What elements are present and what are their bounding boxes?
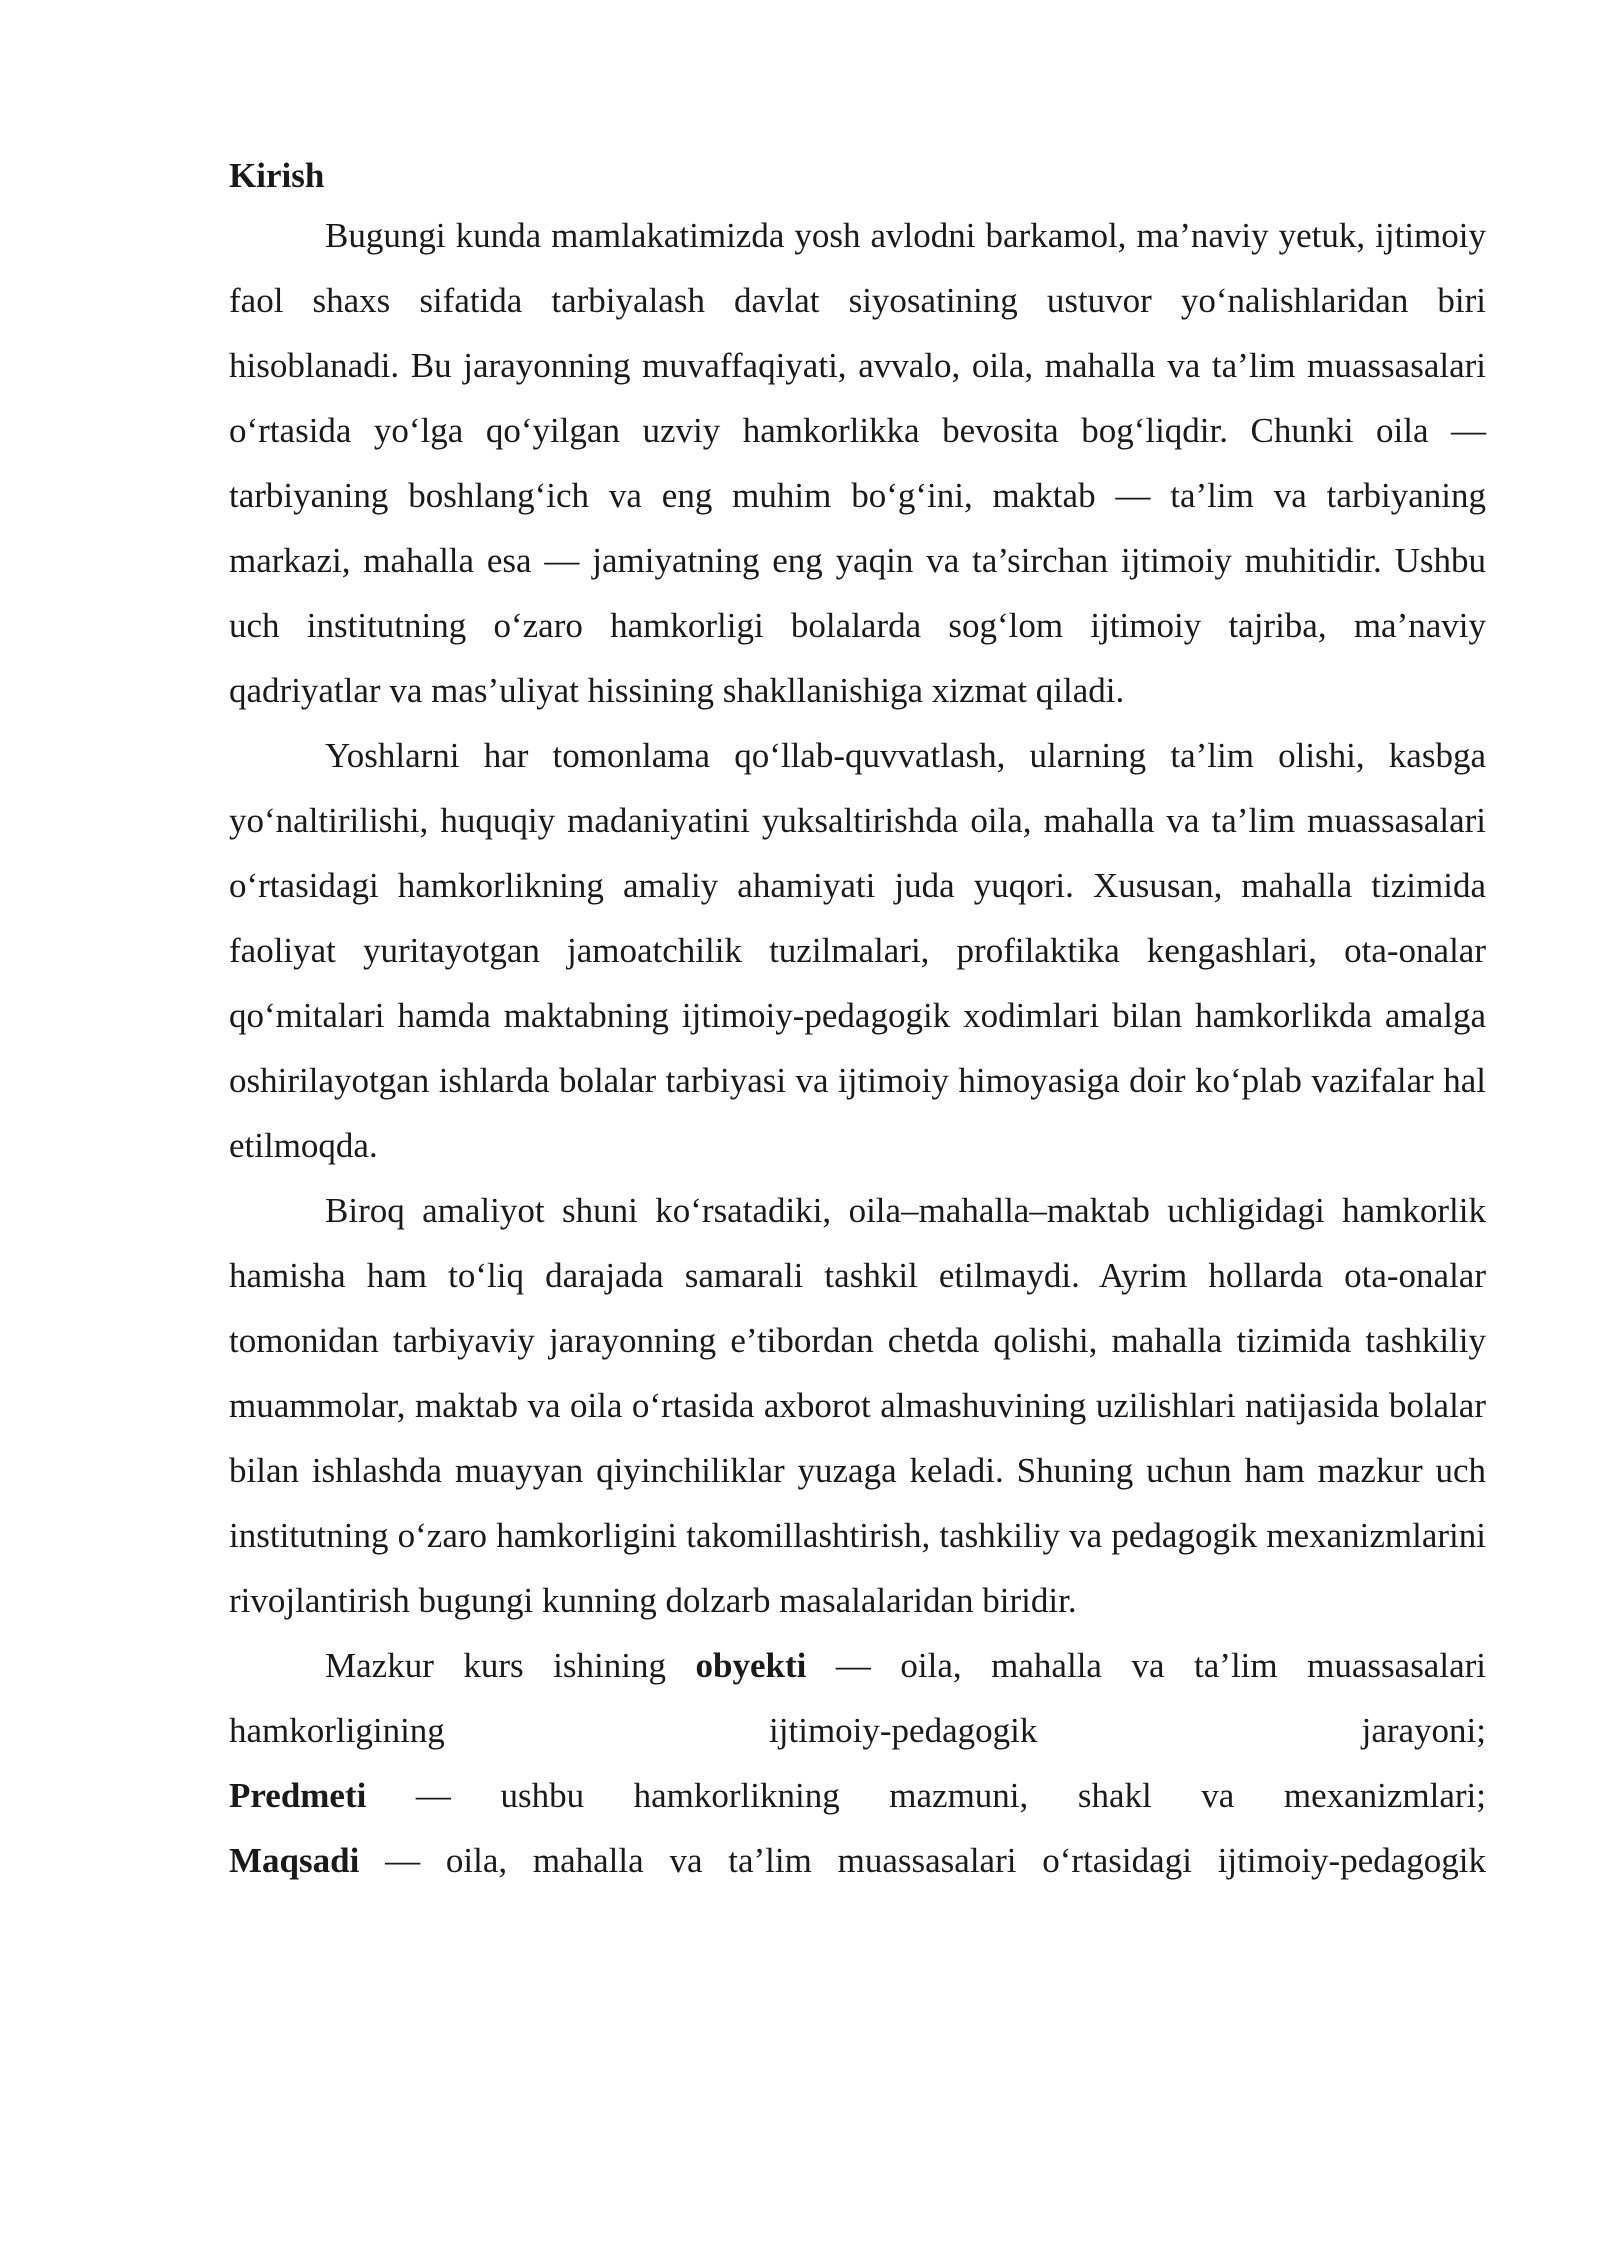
subject-term: Predmeti (229, 1776, 367, 1815)
goal-term: Maqsadi (229, 1841, 360, 1880)
paragraph-2: Yoshlarni har tomonlama qo‘llab-quvvatlash, ularning ta’lim olishi, kasbga yo‘naltirilishi, huquqiy madaniyatini yuksaltirishda oila, mahalla va ta’lim muassasalari o‘rtasidagi hamkorlikning amaliy ahamiyati juda yuqori. Xususan, mahalla tizimida faoliyat yuritayotgan jamoatchilik tuzilmalari, profilaktika kengashlari, ota-onalar qo‘mitalari hamda maktabning ijtimoiy-pedagogik xodimlari bilan hamkorlikda amalga oshirilayotgan ishlarda bolalar tarbiyasi va ijtimoiy himoyasiga doir ko‘plab vazifalar hal etilmoqda. (229, 736, 1486, 1165)
paragraph-4-line-3 (229, 1763, 1486, 1828)
section-heading: Kirish (229, 156, 325, 195)
document-page (229, 148, 1486, 1893)
object-term: obyekti (695, 1646, 807, 1685)
object-intro: Mazkur kurs ishining (325, 1646, 696, 1685)
paragraph-4 (229, 1633, 1486, 1893)
paragraph-3: Biroq amaliyot shuni ko‘rsatadiki, oila–mahalla–maktab uchligidagi hamkorlik hamisha ham to‘liq darajada samarali tashkil etilmaydi. Ayrim hollarda ota-onalar tomonidan tarbiyaviy jarayonning e’tibordan chetda qolishi, mahalla tizimida tashkiliy muammolar, maktab va oila o‘rtasida axborot almashuvining uzilishlari natijasida bolalar bilan ishlashda muayyan qiyinchiliklar yuzaga keladi. Shuning uchun ham mazkur uch institutning o‘zaro hamkorligini takomillashtirish, tashkiliy va pedagogik mexanizmlarini rivojlantirish bugungi kunning dolzarb masalalaridan biridir. (229, 1191, 1486, 1620)
paragraph-4-line-1 (229, 1633, 1486, 1698)
subject-definition: — ushbu hamkorlikning mazmuni, shakl va mexanizmlari; (366, 1776, 1486, 1815)
object-definition: — oila, mahalla va ta’lim muassasalari (806, 1646, 1486, 1685)
paragraph-1: Bugungi kunda mamlakatimizda yosh avlodni barkamol, ma’naviy yetuk, ijtimoiy faol shaxs sifatida tarbiyalash davlat siyosatining ustuvor yo‘nalishlaridan biri hisoblanadi. Bu jarayonning muvaffaqiyati, avvalo, oila, mahalla va ta’lim muassasalari o‘rtasida yo‘lga qo‘yilgan uzviy hamkorlikka bevosita bog‘liqdir. Chunki oila — tarbiyaning boshlang‘ich va eng muhim bo‘g‘ini, maktab — ta’lim va tarbiyaning markazi, mahalla esa — jamiyatning eng yaqin va ta’sirchan ijtimoiy muhitidir. Ushbu uch institutning o‘zaro hamkorligi bolalarda sog‘lom ijtimoiy tajriba, ma’naviy qadriyatlar va mas’uliyat hissining shakllanishiga xizmat qiladi. (229, 216, 1486, 710)
goal-definition: — oila, mahalla va ta’lim muassasalari o‘rtasidagi ijtimoiy-pedagogik (359, 1841, 1486, 1880)
paragraph-4-line-2: hamkorligining ijtimoiy-pedagogik jarayoni; (229, 1711, 1486, 1750)
paragraph-4-line-4 (229, 1828, 1486, 1893)
